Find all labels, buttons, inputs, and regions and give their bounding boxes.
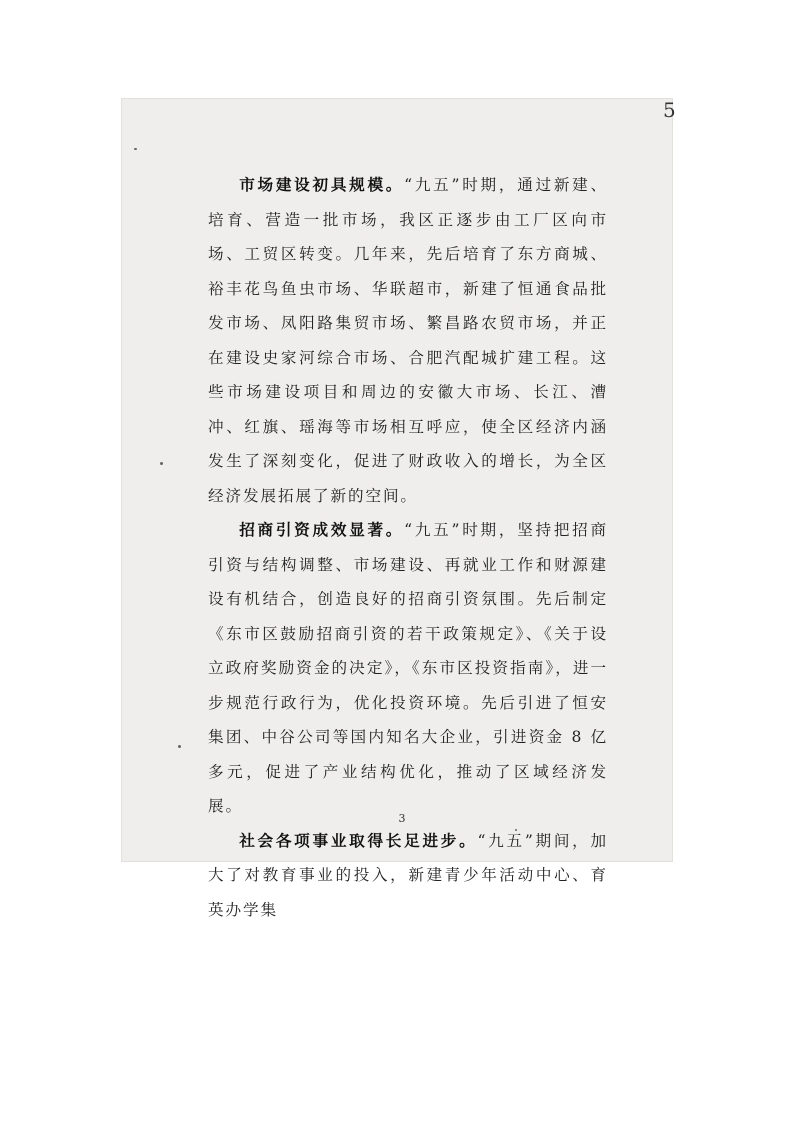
- paragraph-lead: 社会各项事业取得长足进步。: [239, 830, 478, 850]
- paragraph-body: “九五”时期，坚持把招商引资与结构调整、市场建设、再就业工作和财源建设有机结合，创造良好的招商引资氛围。先后制定《东市区鼓励招商引资的若干政策规定》、《关于设立政府奖励资金的决定》，《东市区投资指南》，进一步规范行政行为，优化投资环境。先后引进了恒安集团、中谷公司等国内知名大企业，引进资金 8 亿多元，促进了产业结构优化，推动了区域经济发展。: [208, 521, 608, 815]
- paragraph-lead: 招商引资成效显著。: [239, 520, 405, 539]
- paragraph-social-progress: [208, 824, 608, 928]
- paragraph-body: “九五”期间，加大了对教育事业的投入，新建青少年活动中心、育英办学集: [208, 831, 608, 919]
- paragraph-lead: 市场建设初具规模。: [239, 175, 405, 194]
- page-number: 3: [398, 812, 406, 825]
- paragraph-investment: [208, 513, 608, 824]
- corner-handwritten-mark: 5: [663, 98, 676, 122]
- scan-speck: [134, 148, 137, 150]
- paragraph-market-construction: [208, 168, 608, 513]
- scan-speck: [160, 462, 163, 465]
- scan-speck: [178, 745, 181, 748]
- paragraph-body: “九五”时期，通过新建、培育、营造一批市场，我区正逐步由工厂区向市场、工贸区转变。几年来，先后培育了东方商城、裕丰花鸟鱼虫市场、华联超市，新建了恒通食品批发市场、凤阳路集贸市场、繁昌路农贸市场，并正在建设史家河综合市场、合肥汽配城扩建工程。这些市场建设项目和周边的安徽大市场、长江、漕冲、红旗、瑶海等市场相互呼应，使全区经济内涵发生了深刻变化，促进了财政收入的增长，为全区经济发展拓展了新的空间。: [208, 176, 608, 505]
